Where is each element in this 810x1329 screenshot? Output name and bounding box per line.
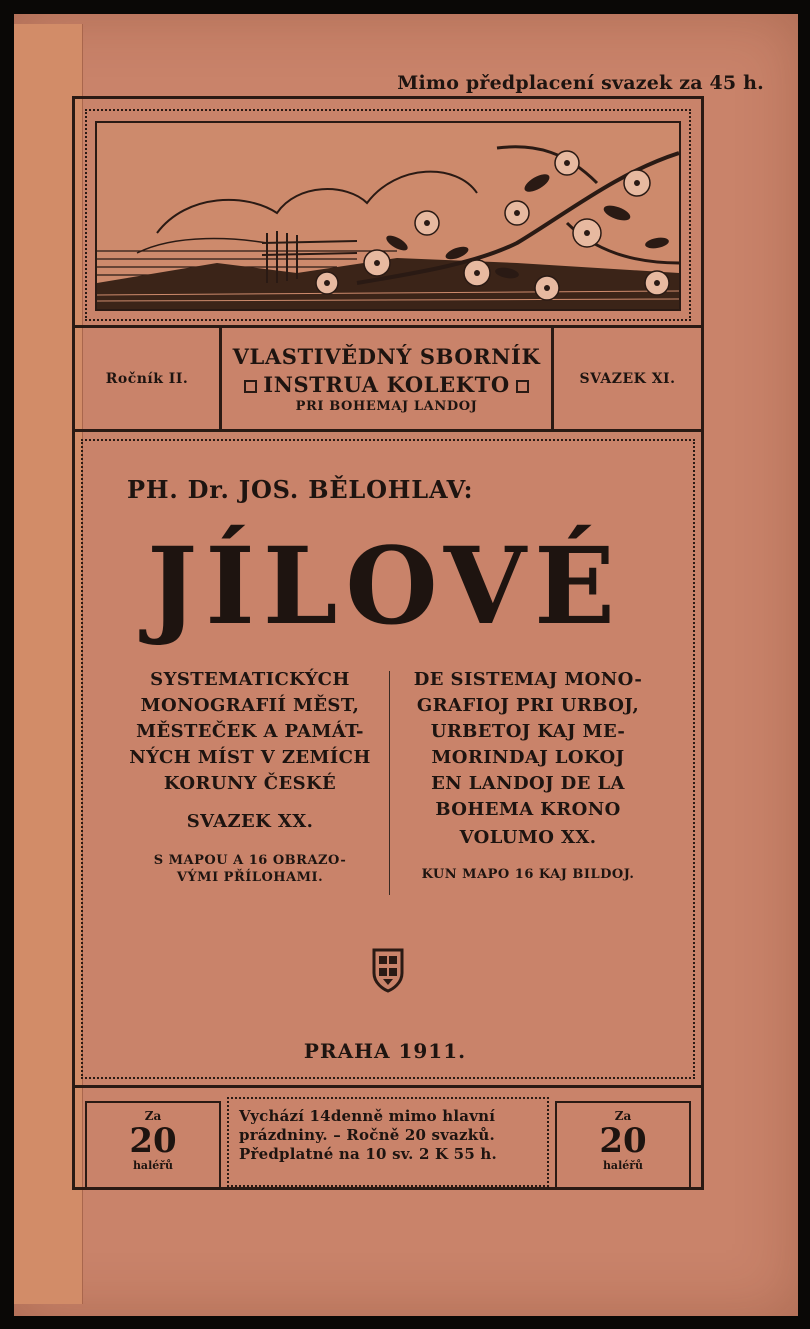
left-note-line: VÝMI PŘÍLOHAMI. [176,870,324,885]
author: PH. Dr. JOS. BĚLOHLAV: [127,475,474,504]
series-title-block [222,328,551,429]
left-line: MONOGRAFIÍ MĚST, [140,695,360,716]
price-right [555,1101,691,1189]
series-volume: SVAZEK XI. [579,370,676,387]
price-left-unit: haléřů [132,1159,174,1172]
price-right-amount: 20 [599,1121,647,1161]
left-note-line: S MAPOU A 16 OBRAZO- [153,853,347,868]
right-note [397,866,659,883]
book-cover [14,14,798,1316]
info-line: Vychází 14denně mimo hlavní [239,1107,496,1125]
series-year: Ročník II. [105,370,189,387]
price-left [85,1101,221,1189]
series-title-line2: INSTRUA KOLEKTO [263,372,510,397]
series-title-line2-wrap [238,371,534,399]
series-title-line3: PRI BOHEMAJ LANDOJ [295,399,478,414]
price-left-za: Za [144,1109,162,1123]
left-note [119,852,381,886]
right-volume: VOLUMO XX. [459,827,597,848]
square-ornament-icon [244,380,257,393]
left-line: KORUNY ČESKÉ [163,773,337,794]
left-volume: SVAZEK XX. [186,811,314,832]
right-line: URBETOJ KAJ ME- [430,721,626,742]
right-line: BOHEMA KRONO [435,799,621,820]
price-right-unit: haléřů [602,1159,644,1172]
rule-bottom [75,429,701,432]
left-column-body [119,667,381,797]
price-left-amount: 20 [129,1121,177,1161]
right-note-line: KUN MAPO 16 KAJ BILDOJ. [421,867,635,882]
info-line: prázdniny. – Ročně 20 svazků. [239,1126,495,1144]
coat-of-arms-icon [371,947,405,993]
right-column-body [397,667,659,823]
right-line: DE SISTEMAJ MONO- [413,669,643,690]
book-title: JÍLOVÉ [147,523,623,648]
left-line: SYSTEMATICKÝCH [150,669,350,690]
right-column [397,667,659,883]
price-right-za: Za [614,1109,632,1123]
top-notice: Mimo předplacení svazek za 45 h. [397,72,764,94]
right-line: MORINDAJ LOKOJ [431,747,625,768]
column-divider [389,671,390,895]
landscape-flowers-icon [95,121,681,311]
info-line: Předplatné na 10 sv. 2 K 55 h. [239,1145,497,1163]
series-title-line1: VLASTIVĚDNÝ SBORNÍK [232,344,541,369]
left-column [119,667,381,886]
subscription-info [227,1097,549,1187]
left-line: NÝCH MÍST V ZEMÍCH [129,747,371,768]
right-line: GRAFIOJ PRI URBOJ, [416,695,640,716]
rule-bottom-band [75,1085,701,1088]
right-line: EN LANDOJ DE LA [431,773,625,794]
square-ornament-icon [516,380,529,393]
left-line: MĚSTEČEK A PAMÁT- [136,721,364,742]
place-year: PRAHA 1911. [303,1039,467,1063]
main-frame [72,96,704,1190]
